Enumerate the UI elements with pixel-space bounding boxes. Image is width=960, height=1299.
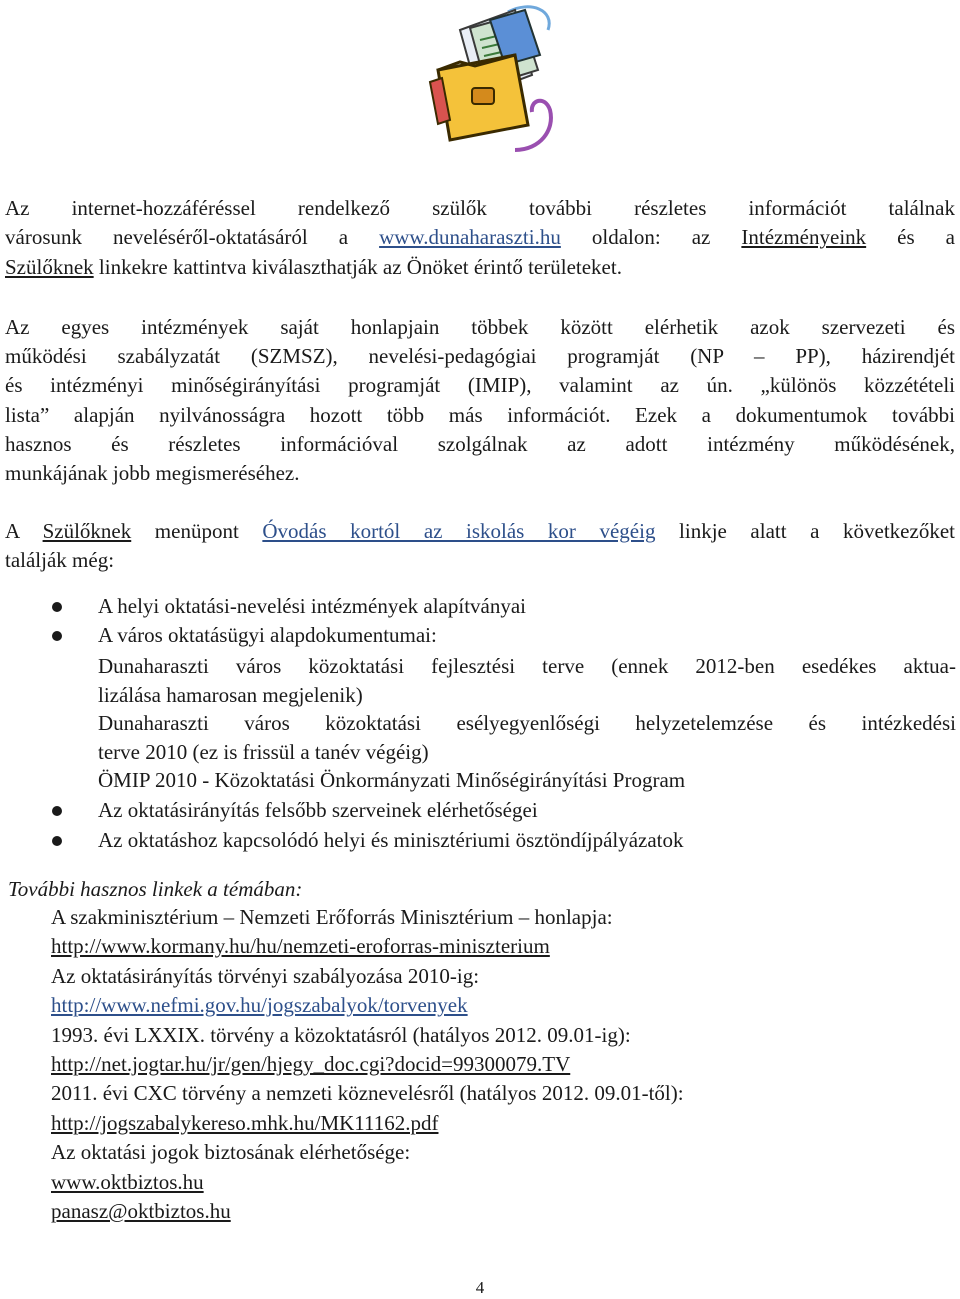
para2-line: hasznos és részletes információval szolgálnak az adott intézmény működésének, <box>5 431 955 456</box>
menu-paragraph <box>5 517 955 576</box>
para3-text: menüpont <box>131 519 263 543</box>
kormany-link[interactable]: http://www.kormany.hu/hu/nemzeti-eroforras-miniszterium <box>51 934 550 959</box>
szuloknek-menu-link[interactable]: Szülőknek <box>42 519 132 543</box>
further-links-list <box>51 903 931 1226</box>
bullet-icon <box>52 806 62 816</box>
intro-text: városunk neveléséről-oktatásáról a <box>5 225 380 250</box>
para3-text: A <box>5 519 43 543</box>
folder-clipart <box>420 0 570 160</box>
para2-line: Az egyes intézmények saját honlapjain többek között elérhetik azok szervezeti és <box>5 315 955 339</box>
ovodas-kortol-link[interactable]: Óvodás kortól az iskolás kor végéig <box>262 519 656 543</box>
para2-line: és intézményi minőségirányítási programját (IMIP), valamint az ún. „különös közzétételi <box>5 373 955 398</box>
list-item: Az oktatásirányítás felsőbb szerveinek elérhetőségei <box>98 798 538 822</box>
para2-line: lista” alapján nyilvánosságra hozott több más információt. Ezek a dokumentumok további <box>5 402 955 427</box>
intro-line-1: Az internet-hozzáféréssel rendelkező szülők további részletes információt találnak <box>5 196 955 220</box>
bullet-icon <box>52 602 62 612</box>
link-description: Az oktatási jogok biztosának elérhetősége: <box>51 1140 411 1165</box>
institutions-paragraph <box>5 313 955 488</box>
jogszabalykereso-link[interactable]: http://jogszabalykereso.mhk.hu/MK11162.pdf <box>51 1110 439 1135</box>
sub-item-line: Dunaharaszti város közoktatási fejlesztési terve (ennek 2012-ben esedékes aktua- <box>98 654 956 678</box>
link-description: Az oktatásirányítás törvényi szabályozása 2010-ig: <box>51 963 480 988</box>
page-number: 4 <box>475 1278 485 1297</box>
list-item: A helyi oktatási-nevelési intézmények alapítványai <box>98 594 527 618</box>
link-description: A szakminisztérium – Nemzeti Erőforrás Minisztérium – honlapja: <box>51 905 613 929</box>
para2-line: munkájának jobb megismeréséhez. <box>5 461 300 486</box>
sub-item-line: ÖMIP 2010 - Közoktatási Önkormányzati Minőségirányítási Program <box>98 768 686 792</box>
para3-line-2: találják még: <box>5 548 115 573</box>
para2-line: működési szabályzatát (SZMSZ), nevelési-pedagógiai programját (NP – PP), házirendjét <box>5 344 955 369</box>
nefmi-link[interactable]: http://www.nefmi.gov.hu/jogszabalyok/torvenyek <box>51 993 468 1018</box>
list-item: A város oktatásügyi alapdokumentumai: <box>98 623 437 647</box>
link-description: 1993. évi LXXIX. törvény a közoktatásról (hatályos 2012. 09.01-ig): <box>51 1022 631 1047</box>
szuloknek-link[interactable]: Szülőknek <box>5 254 94 279</box>
sub-item-line: lizálása hamarosan megjelenik) <box>98 682 363 707</box>
intro-paragraph <box>5 194 955 282</box>
para3-text: linkje alatt a következőket <box>655 519 955 543</box>
oktbiztos-link[interactable]: www.oktbiztos.hu <box>51 1169 204 1194</box>
link-description: 2011. évi CXC törvény a nemzeti köznevelésről (hatályos 2012. 09.01-től): <box>51 1081 684 1106</box>
oktbiztos-email-link[interactable]: panasz@oktbiztos.hu <box>51 1198 231 1223</box>
bullet-icon <box>52 836 62 846</box>
intro-text: linkekre kattintva kiválaszthatják az Önöket érintő területeket. <box>93 254 622 279</box>
intezmenyeink-link[interactable]: Intézményeink <box>741 225 867 250</box>
dunaharaszti-link[interactable]: www.dunaharaszti.hu <box>379 225 561 250</box>
sub-item <box>98 652 956 795</box>
list-item: Az oktatáshoz kapcsolódó helyi és minisztériumi ösztöndíjpályázatok <box>98 828 684 852</box>
para3-line-1 <box>5 517 955 546</box>
sub-item-line: terve 2010 (ez is frissül a tanév végéig) <box>98 739 429 764</box>
further-links-heading: További hasznos linkek a témában: <box>8 877 303 901</box>
intro-text: oldalon: az <box>560 225 742 250</box>
bullet-icon <box>52 631 62 641</box>
intro-line-3 <box>5 253 955 282</box>
intro-line-2 <box>5 223 955 252</box>
sub-item-line: Dunaharaszti város közoktatási esélyegyenlőségi helyzetelemzése és intézkedési <box>98 711 956 735</box>
intro-text: és a <box>866 225 955 250</box>
jogtar-link[interactable]: http://net.jogtar.hu/jr/gen/hjegy_doc.cgi?docid=99300079.TV <box>51 1051 571 1076</box>
